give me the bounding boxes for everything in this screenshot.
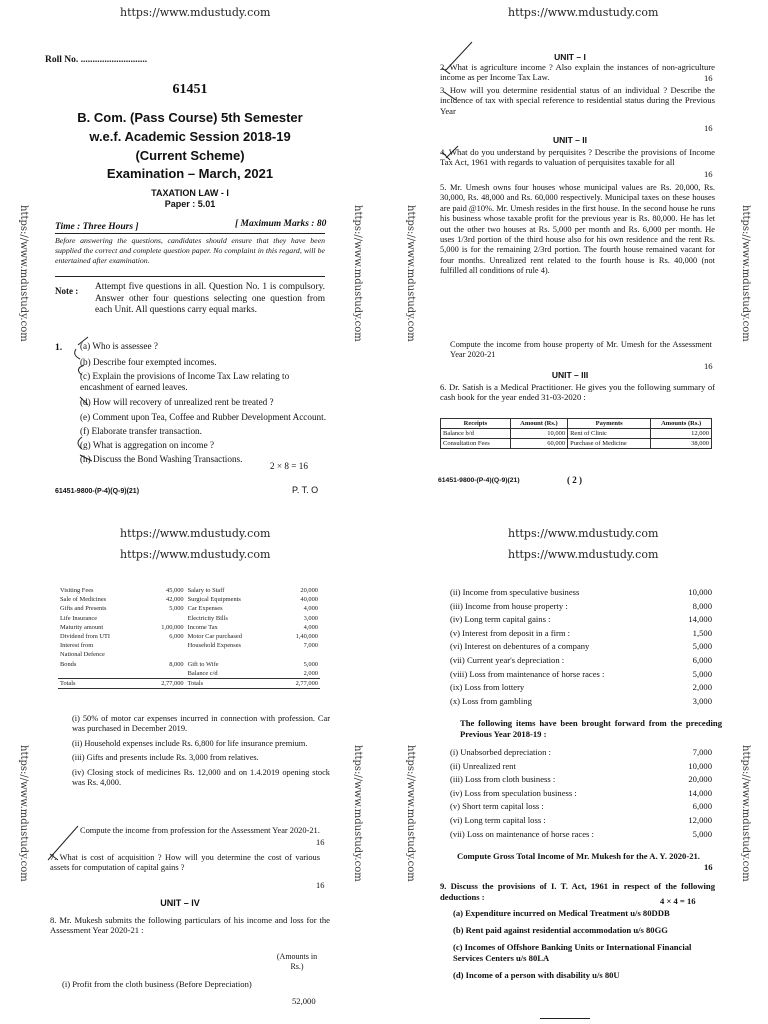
table-cell: Interest from: [60, 642, 94, 650]
page-url-top-right: https://www.mdustudy.com: [508, 6, 659, 19]
list-item: [450, 640, 712, 654]
table-cell: Sale of Medicines: [60, 596, 107, 604]
scheme: (Current Scheme): [135, 148, 245, 163]
item-label: (ii) Unrealized rent: [450, 760, 516, 771]
list-item: [450, 800, 712, 814]
question-7-marks: 16: [316, 881, 325, 890]
note-item: (iv) Closing stock of medicines Rs. 12,000 and on 1.4.2019 opening stock was Rs. 4,000.: [72, 767, 330, 788]
table-row: [58, 660, 320, 669]
exam-title: Examination – March, 2021: [106, 166, 274, 181]
unit-1-heading: UNIT – I: [554, 52, 586, 62]
income-item: (i) Profit from the cloth business (Before Depreciation): [62, 979, 252, 989]
list-item: [450, 828, 712, 842]
table-cell: Bonds: [60, 660, 77, 668]
unit-4-heading: UNIT – IV: [160, 898, 200, 908]
q1-item: (g) What is aggregation on income ?: [80, 440, 215, 450]
brought-forward-list: [450, 746, 712, 841]
item-label: (i) Unabsorbed depreciation :: [450, 747, 551, 757]
table-cell: Salary to Staff: [187, 587, 225, 594]
table-row: [58, 614, 320, 623]
table-header: Amounts (Rs.): [651, 419, 712, 429]
compute-marks: 16: [316, 838, 325, 847]
item-value: 6,000: [692, 654, 712, 665]
page-url-mid-right: https://www.mdustudy.com: [508, 548, 659, 561]
session: w.e.f. Academic Session 2018-19: [89, 129, 291, 144]
list-item: [450, 773, 712, 787]
end-line: [540, 1018, 590, 1019]
q1-item: (h) Discuss the Bond Washing Transactions.: [80, 454, 243, 464]
question-9-marks: 4 × 4 = 16: [660, 896, 696, 906]
table-cell: 2,000: [303, 669, 318, 677]
question-5-compute: Compute the income from house property of Mr. Umesh for the Assessment Year 2020-21: [450, 340, 712, 360]
q1-item: (b) Describe four exempted incomes.: [80, 357, 217, 367]
question-5-marks: 16: [704, 361, 713, 371]
table-cell: 12,000: [651, 429, 712, 439]
table-cell: Gift to Wife: [187, 660, 219, 668]
table-cell: Totals: [58, 679, 144, 689]
list-item: [450, 760, 712, 774]
item-value: 5,000: [692, 641, 712, 652]
table-cell: 7,000: [303, 642, 318, 650]
list-item: [450, 668, 712, 682]
question-9: 9. Discuss the provisions of I. T. Act, 1961 in respect of the following deductions :: [440, 881, 715, 902]
page-url-top-left: https://www.mdustudy.com: [120, 6, 271, 19]
unit-3-heading: UNIT – III: [551, 370, 589, 380]
item-label: (ii) Income from speculative business: [450, 587, 580, 597]
page-url-mid-right: https://www.mdustudy.com: [508, 527, 659, 540]
item-label: (vi) Interest on debentures of a company: [450, 641, 590, 652]
table-cell: 3,000: [303, 614, 318, 622]
table-cell: 10,000: [510, 429, 567, 439]
table-cell: Electricity Bills: [187, 614, 228, 622]
question-5: 5. Mr. Umesh owns four houses whose municipal values are Rs. 20,000, Rs. 30,000, Rs. 48,000 and Rs. 60,000 respectively. Municipal taxes on these houses are paid @10%. Mr. Umesh resides in the first house. In the second house he runs his business whose taxable profit for the previous year is Rs. 80,000. He has let out the other two houses at Rs. 5,000 per month and Rs. 6,000 per month. He uses 1/3rd portion of the third house also for his own residence and the rent Rs. 5,000 is for the remaining 2/3rd portion. The fourth house remained vacant for four months. Unrealized rent related to the fourth house is Rs. 40,000 (not fulfilled all conditions of rule 4).: [440, 183, 715, 276]
table-cell: Income Tax: [187, 623, 218, 631]
list-item: [450, 600, 712, 614]
q1-marks: 2 × 8 = 16: [270, 461, 308, 471]
question-2-marks: 16: [704, 73, 713, 83]
table-row: [58, 623, 320, 632]
table-cell: Car Expenses: [187, 605, 223, 613]
item-value: 10,000: [688, 587, 712, 597]
divider: [55, 276, 325, 277]
table-row: [58, 595, 320, 604]
item-label: (iv) Loss from speculation business :: [450, 787, 577, 798]
page-url-mid-left: https://www.mdustudy.com: [120, 548, 271, 561]
note-item: (ii) Household expenses include Rs. 6,800 for life insurance premium.: [72, 738, 308, 748]
pto: P. T. O: [292, 485, 319, 495]
table-cell: Maturity amount: [60, 623, 104, 631]
q1-number: 1.: [55, 343, 63, 353]
list-item: [450, 787, 712, 801]
item-value: 14,000: [688, 787, 712, 798]
table-cell: [186, 650, 279, 659]
q1-item: (e) Comment upon Tea, Coffee and Rubber Development Account.: [80, 412, 326, 422]
side-url: https://www.mdustudy.com: [352, 205, 363, 342]
table-cell: Purchase of Medicine: [568, 439, 651, 449]
list-item: [450, 746, 712, 760]
side-url: https://www.mdustudy.com: [18, 205, 29, 342]
list-item: [450, 613, 712, 627]
table-row: [58, 632, 320, 641]
table-cell: 5,000: [303, 660, 318, 668]
side-url: https://www.mdustudy.com: [740, 745, 751, 882]
question-4: 4. What do you understand by perquisites ? Describe the provisions of Income Tax Act, 1961 with regards to valuation of perquisites taxable for all: [440, 147, 715, 168]
item-value: 14,000: [688, 614, 712, 625]
item-label: (vi) Long term capital loss :: [450, 814, 546, 825]
q1-item: (a) Who is assessee ?: [80, 341, 158, 351]
table-cell: 4,000: [303, 605, 318, 613]
item-value: 6,000: [692, 801, 712, 812]
note-item: (i) 50% of motor car expenses incurred in connection with profession. Car was purchased in December 2019.: [72, 714, 330, 734]
brought-forward-heading: The following items have been brought forward from the preceding Previous Year 2018-19 :: [460, 718, 722, 739]
table-row: [58, 641, 320, 650]
item-value: 5,000: [692, 668, 712, 679]
table-row: [58, 650, 320, 659]
compute-marks: 16: [704, 862, 713, 872]
table-cell: 20,000: [300, 587, 318, 594]
table-cell: Balance b/d: [441, 429, 511, 439]
income-value: 52,000: [292, 996, 316, 1006]
item-label: (viii) Loss from maintenance of horse races :: [450, 668, 605, 679]
question-3-marks: 16: [704, 123, 713, 133]
list-item: [450, 654, 712, 668]
question-6: 6. Dr. Satish is a Medical Practitioner. He gives you the following summary of cash book for the year ended 31-03-2020 :: [440, 382, 715, 403]
pen-markings: [70, 335, 120, 475]
deduction-item: (c) Incomes of Offshore Banking Units or International Financial Services Centers u/s 80LA: [453, 942, 692, 963]
table-cell: Totals: [186, 679, 279, 689]
compute-instruction: Compute Gross Total Income of Mr. Mukesh for the A. Y. 2020-21.: [457, 851, 700, 861]
q1-item: (f) Elaborate transfer transaction.: [80, 426, 202, 436]
table-cell: 40,000: [300, 596, 318, 604]
page-footer: 61451-9800-(P-4)(Q-9)(21): [438, 477, 520, 484]
paper-number: Paper : 5.01: [164, 199, 216, 209]
item-label: (v) Short term capital loss :: [450, 801, 544, 812]
table-cell: [58, 669, 144, 679]
table-cell: Visiting Fees: [60, 587, 94, 594]
table-header: Receipts: [441, 419, 511, 429]
table-cell: Life Insurance: [60, 614, 98, 622]
table-cell: 4,000: [303, 623, 318, 631]
time-allowed: Time : Three Hours ]: [55, 222, 139, 232]
divider: [55, 233, 325, 234]
table-cell: 2,77,000: [144, 679, 186, 689]
table-cell: [144, 650, 186, 659]
table-cell: Dividend from UTI: [60, 633, 111, 641]
table-cell: 38,000: [651, 439, 712, 449]
table-cell: 45,000: [166, 587, 184, 594]
question-7: 7. What is cost of acquisition ? How will you determine the cost of various assets for computation of capital gains ?: [50, 853, 320, 873]
table-row: [441, 429, 712, 439]
side-url: https://www.mdustudy.com: [405, 205, 416, 342]
note-item: (iii) Gifts and presents include Rs. 3,000 from relatives.: [72, 753, 259, 763]
deduction-item: (a) Expenditure incurred on Medical Treatment u/s 80DDB: [453, 908, 670, 918]
item-label: (vii) Current year's depreciation :: [450, 654, 565, 665]
question-3: 3. How will you determine residential status of an individual ? Describe the incidence of tax with special reference to residential status during the Previous Year: [440, 85, 715, 116]
item-label: (iii) Income from house property :: [450, 600, 568, 611]
max-marks: [ Maximum Marks : 80: [235, 219, 327, 229]
item-value: 20,000: [688, 774, 712, 785]
side-url: https://www.mdustudy.com: [18, 745, 29, 882]
item-value: 3,000: [692, 695, 712, 706]
deduction-item: (b) Rent paid against residential accommodation u/s 80GG: [453, 925, 668, 935]
list-item: [450, 695, 712, 709]
question-2: 2. What is agriculture income ? Also explain the instances of non-agriculture income as per Income Tax Law.: [440, 62, 715, 83]
table-cell: 42,000: [166, 596, 184, 604]
notes: [72, 714, 330, 788]
table-cell: [144, 614, 186, 623]
table-cell: Surgical Equipments: [187, 596, 241, 604]
table-header: Payments: [568, 419, 651, 429]
table-cell: 8,000: [169, 660, 184, 668]
note-label: Note :: [55, 286, 79, 296]
side-url: https://www.mdustudy.com: [740, 205, 751, 342]
table-cell: 1,00,000: [161, 623, 184, 631]
table-cell: 2,77,000: [278, 679, 320, 689]
table-cell: [144, 669, 186, 679]
course-title: B. Com. (Pass Course) 5th Semester: [77, 110, 303, 125]
table-row: [58, 669, 320, 679]
table-header: Amount (Rs.): [510, 419, 567, 429]
unit-2-heading: UNIT – II: [552, 135, 587, 145]
item-label: (iii) Loss from cloth business :: [450, 774, 556, 785]
table-cell: Consultation Fees: [441, 439, 511, 449]
page-url-mid-left: https://www.mdustudy.com: [120, 527, 271, 540]
item-value: 5,000: [692, 828, 712, 839]
page-footer: 61451-9800-(P-4)(Q-9)(21): [55, 488, 140, 495]
table-cell: Motor Car purchased: [187, 633, 242, 641]
question-4-marks: 16: [704, 169, 713, 179]
amounts-label: (Amounts in Rs.): [276, 952, 318, 972]
item-value: 10,000: [688, 760, 712, 771]
table-cell: 5,000: [169, 605, 184, 613]
cash-book-continued: [58, 586, 320, 689]
table-cell: Gifts and Presents: [60, 605, 107, 613]
subject: TAXATION LAW - I: [151, 188, 229, 198]
table-cell: National Defence: [60, 651, 105, 659]
q1-item: (d) How will recovery of unrealized rent be treated ?: [80, 397, 274, 407]
table-cell: Household Expenses: [187, 642, 242, 650]
pen-markings: [44, 820, 84, 870]
income-items-list: [450, 586, 712, 708]
item-value: 12,000: [688, 814, 712, 825]
table-cell: Rent of Clinic: [568, 429, 651, 439]
table-cell: 1,40,000: [295, 633, 318, 641]
page-number: ( 2 ): [567, 475, 582, 485]
table-cell: 6,000: [169, 633, 184, 641]
item-label: (vii) Loss on maintenance of horse races :: [450, 828, 594, 839]
table-cell: 60,000: [510, 439, 567, 449]
cash-book-table: [440, 418, 712, 449]
list-item: [450, 681, 712, 695]
item-label: (iv) Long term capital gains :: [450, 614, 551, 625]
deductions-list: [453, 908, 715, 981]
item-value: 7,000: [692, 747, 712, 757]
instructions: Before answering the questions, candidates should ensure that they have been supplied the correct and complete question paper. No complaint in this regard, will be entertained after examination.: [55, 236, 325, 265]
q1-item: (c) Explain the provisions of Income Tax Law relating to encashment of earned leaves.: [80, 371, 290, 392]
list-item: [450, 814, 712, 828]
compute-instruction: Compute the income from profession for the Assessment Year 2020-21.: [80, 826, 320, 835]
table-row: [441, 439, 712, 449]
table-cell: [278, 650, 320, 659]
item-value: 1,500: [692, 627, 712, 638]
list-item: [450, 627, 712, 641]
item-label: (ix) Loss from lottery: [450, 682, 525, 693]
table-row: [58, 586, 320, 595]
deduction-item: (d) Income of a person with disability u/s 80U: [453, 970, 620, 980]
item-value: 2,000: [692, 682, 712, 693]
item-value: 8,000: [692, 600, 712, 611]
item-label: (x) Loss from gambling: [450, 695, 532, 706]
paper-code: 61451: [172, 82, 208, 97]
side-url: https://www.mdustudy.com: [352, 745, 363, 882]
note-text: Attempt five questions in all. Question No. 1 is compulsory. Answer other four questions selecting one question from each Unit. All questions carry equal marks.: [95, 282, 325, 316]
table-row: [58, 679, 320, 689]
side-url: https://www.mdustudy.com: [405, 745, 416, 882]
roll-number: Roll No. ............................: [45, 55, 148, 65]
list-item: [450, 586, 712, 600]
pen-markings: [436, 40, 476, 170]
table-cell: Balance c/d: [187, 669, 218, 677]
question-8: 8. Mr. Mukesh submits the following particulars of his income and loss for the Assessment Year 2020-21 :: [50, 915, 330, 936]
table-row: [58, 604, 320, 613]
table-cell: [144, 641, 186, 650]
item-label: (v) Interest from deposit in a firm :: [450, 627, 571, 638]
